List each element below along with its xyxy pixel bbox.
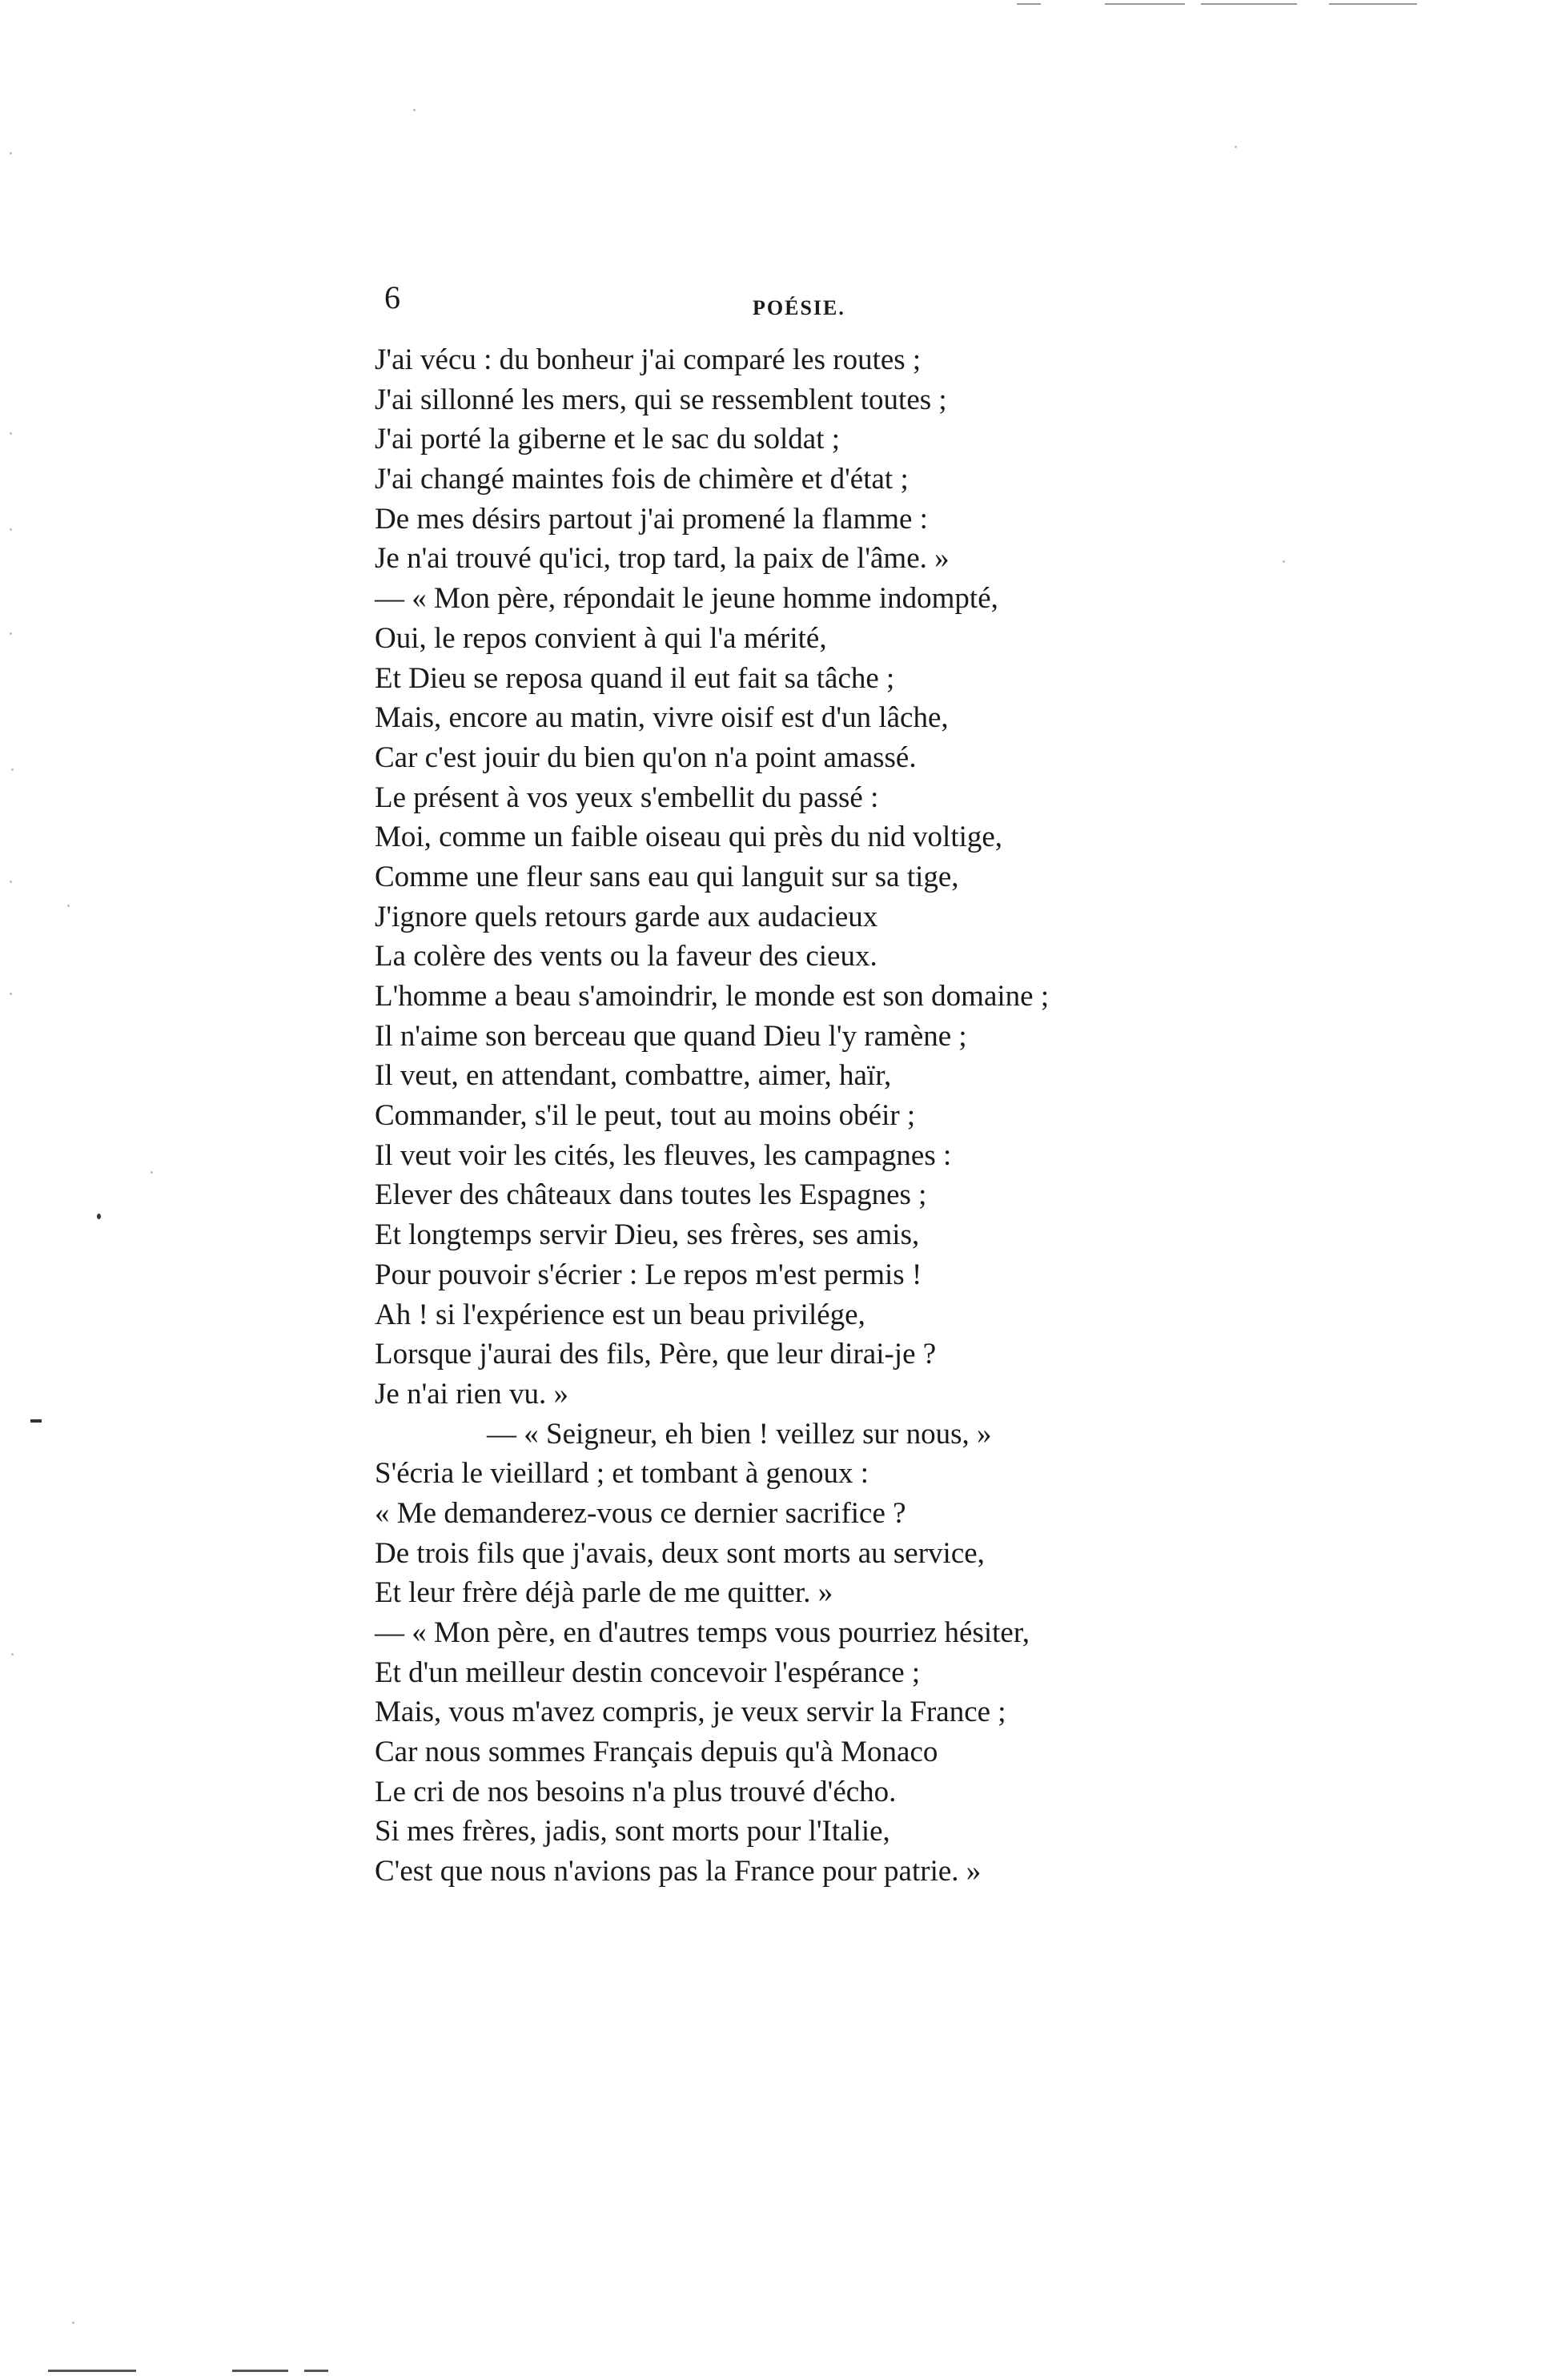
verse-line: L'homme a beau s'amoindrir, le monde est son domaine ; [375, 980, 1050, 1013]
verse-line: Ah ! si l'expérience est un beau privilége, [375, 1298, 865, 1331]
scan-edge-top-3 [1201, 3, 1297, 5]
scan-edge-bottom-1 [48, 2370, 136, 2372]
verse-line: De trois fils que j'avais, deux sont morts au service, [375, 1536, 985, 1570]
scan-edge-top-1 [1017, 3, 1041, 5]
verse-line: J'ignore quels retours garde aux audacieux [375, 900, 878, 933]
verse-line: Si mes frères, jadis, sont morts pour l'Italie, [375, 1815, 890, 1848]
scan-edge-bottom-3 [304, 2370, 328, 2372]
scan-speck [10, 881, 12, 883]
running-head: POÉSIE. [753, 296, 845, 319]
verse-line: Car c'est jouir du bien qu'on n'a point amassé. [375, 740, 917, 774]
verse-line: J'ai changé maintes fois de chimère et d'état ; [375, 463, 909, 496]
scan-speck [1283, 560, 1285, 563]
verse-line: Et Dieu se reposa quand il eut fait sa tâche ; [375, 661, 895, 695]
verse-line: Lorsque j'aurai des fils, Père, que leur dirai-je ? [375, 1338, 937, 1371]
verse-line: De mes désirs partout j'ai promené la flamme : [375, 502, 928, 536]
scan-speck [11, 769, 14, 771]
scan-speck [11, 1653, 14, 1656]
scan-speck [151, 1171, 153, 1174]
verse-line: — « Seigneur, eh bien ! veillez sur nous, » [487, 1417, 992, 1451]
poem-body [375, 340, 1183, 1892]
verse-line: Et longtemps servir Dieu, ses frères, ses amis, [375, 1218, 920, 1252]
scan-dot-left [97, 1214, 101, 1219]
scan-speck [72, 2322, 74, 2324]
verse-line: Le cri de nos besoins n'a plus trouvé d'écho. [375, 1775, 897, 1808]
verse-line: « Me demanderez-vous ce dernier sacrifice ? [375, 1496, 906, 1530]
verse-line: Il veut, en attendant, combattre, aimer, haïr, [375, 1059, 892, 1093]
verse-line: — « Mon père, répondait le jeune homme indompté, [375, 582, 998, 616]
scan-speck [67, 905, 70, 907]
scan-speck [10, 432, 12, 435]
scan-speck [10, 152, 12, 155]
verse-line: Le présent à vos yeux s'embellit du passé : [375, 781, 879, 814]
scan-speck [10, 993, 12, 995]
verse-line: Mais, encore au matin, vivre oisif est d'un lâche, [375, 701, 949, 735]
verse-line: — « Mon père, en d'autres temps vous pourriez hésiter, [375, 1616, 1030, 1649]
verse-line: Elever des châteaux dans toutes les Espagnes ; [375, 1178, 927, 1212]
verse-line: Mais, vous m'avez compris, je veux servir la France ; [375, 1696, 1006, 1729]
scan-edge-bottom-2 [232, 2370, 288, 2372]
scan-edge-top-2 [1105, 3, 1185, 5]
verse-line: Et leur frère déjà parle de me quitter. » [375, 1576, 833, 1610]
verse-line: J'ai sillonné les mers, qui se ressemblent toutes ; [375, 383, 947, 416]
verse-line: Je n'ai rien vu. » [375, 1377, 568, 1411]
verse-line: Pour pouvoir s'écrier : Le repos m'est permis ! [375, 1258, 922, 1291]
verse-line: Oui, le repos convient à qui l'a mérité, [375, 621, 827, 655]
scan-edge-top-4 [1329, 3, 1417, 5]
verse-line: Comme une fleur sans eau qui languit sur sa tige, [375, 860, 959, 893]
scan-speck [413, 109, 416, 111]
verse-line: Il veut voir les cités, les fleuves, les campagnes : [375, 1138, 952, 1172]
verse-line: Car nous sommes Français depuis qu'à Monaco [375, 1736, 938, 1769]
verse-line: S'écria le vieillard ; et tombant à genoux : [375, 1457, 869, 1491]
verse-line: C'est que nous n'avions pas la France pour patrie. » [375, 1855, 982, 1888]
page-number: 6 [384, 279, 400, 315]
scan-speck [10, 528, 12, 531]
verse-line: Commander, s'il le peut, tout au moins obéir ; [375, 1099, 916, 1133]
verse-line: J'ai porté la giberne et le sac du soldat ; [375, 423, 840, 456]
verse-line: La colère des vents ou la faveur des cieux. [375, 940, 877, 973]
verse-line: J'ai vécu : du bonheur j'ai comparé les routes ; [375, 343, 922, 376]
verse-line: Moi, comme un faible oiseau qui près du nid voltige, [375, 821, 1003, 854]
verse-line: Je n'ai trouvé qu'ici, trop tard, la paix de l'âme. » [375, 542, 950, 576]
scan-mark-left [30, 1419, 42, 1423]
verse-line: Et d'un meilleur destin concevoir l'espérance ; [375, 1656, 921, 1689]
scan-speck [10, 632, 12, 635]
scan-speck [1235, 146, 1237, 148]
verse-line: Il n'aime son berceau que quand Dieu l'y ramène ; [375, 1019, 967, 1053]
